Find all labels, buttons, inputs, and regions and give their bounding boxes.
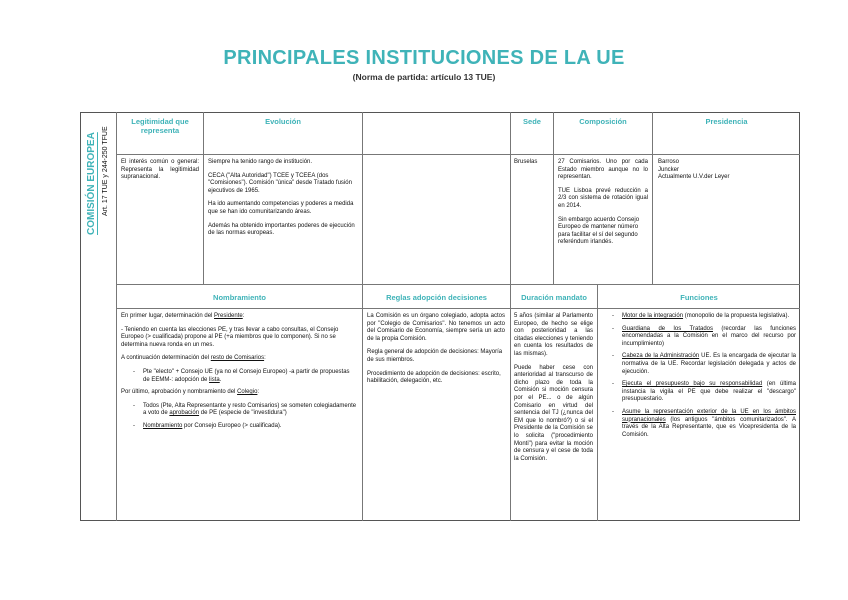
reglas-paragraph: Regla general de adopción de decisiones: Mayoría de sus miembros. xyxy=(367,349,503,363)
nombramiento-intro: En primer lugar, determinación del Presidente: xyxy=(121,313,245,319)
presidencia-text xyxy=(658,159,796,182)
funciones-text xyxy=(604,313,796,444)
page-subtitle: (Norma de partida: artículo 13 TUE) xyxy=(352,72,496,82)
grid-line xyxy=(597,284,598,521)
president-name: Actualmente U.V.der Leyer xyxy=(658,174,730,181)
list-item: - Motor de la integración (monopolio de la propuesta legislativa). xyxy=(622,313,796,321)
evolucion-paragraph: CECA ("Alta Autoridad") TCEE y TCEEA (dos "Comisiones"). Comisión "única" desde Tratado fusión ejecutivos de 1965. xyxy=(208,172,352,194)
header-evolucion: Evolución xyxy=(265,117,301,126)
evolucion-paragraph: Además ha obtenido importantes poderes de ejecución de las normas europeas. xyxy=(208,222,355,237)
nombramiento-list xyxy=(121,403,357,431)
evolucion-paragraph: Siempre ha tenido rango de institución. xyxy=(208,159,313,165)
sede-text: Bruselas xyxy=(514,159,538,165)
header-presidencia: Presidencia xyxy=(705,117,748,126)
composicion-text xyxy=(558,159,648,253)
reglas-text xyxy=(367,313,505,392)
list-item: - Guardiana de los Tratados (recordar las funciones encomendadas a la Comisión en el marco del recurso por incumplimiento) xyxy=(622,326,796,349)
president-name: Juncker xyxy=(658,166,680,173)
nombramiento-text xyxy=(121,313,357,436)
header-nombramiento: Nombramiento xyxy=(213,293,266,302)
grid-line xyxy=(116,154,800,155)
articles-label: Art. 17 TUE y 244-250 TFUE xyxy=(102,126,109,216)
list-item: - Ejecuta el presupuesto bajo su responsabilidad (en última instancia la vigila el PE que debe realizar el "descargo" presupuestario. xyxy=(622,381,796,404)
grid-line xyxy=(116,284,800,285)
duracion-paragraph: Puede haber cese con anterioridad al transcurso de dicho plazo de toda la Comisión si moción censura por el PE... o de algún Comisario en virtud del sentencia del TJ (¿nunca del EM que lo nombró?) o si el Presidente de la Comisión se lo solicita ("procedimiento Monti") para evitar la moción de censura y el cese de toda la Comisión. xyxy=(514,364,593,462)
composicion-paragraph: 27 Comisarios. Uno por cada Estado miembro aunque no lo representan. xyxy=(558,159,648,181)
funciones-list xyxy=(604,313,796,439)
president-name: Barroso xyxy=(658,159,680,165)
evolucion-paragraph: Ha ido aumentando competencias y poderes a medida que se han ido comunitarizando áreas. xyxy=(208,201,354,215)
header-sede: Sede xyxy=(523,117,541,126)
institution-label: COMISIÓN EUROPEA xyxy=(86,132,97,235)
reglas-paragraph: Procedimiento de adopción de decisiones: escrito, habilitación, delegación, etc. xyxy=(367,370,501,385)
evolucion-text xyxy=(208,159,358,244)
header-legitimidad: Legitimidad que representa xyxy=(131,117,189,135)
composicion-paragraph: Sin embargo acuerdo Consejo Europeo de mantener número para facilitar el sí del segundo referéndum irlandés. xyxy=(558,216,640,246)
list-item: - Asume la representación exterior de la UE en los ámbitos supranacionales (los antiguos "ámbitos comunitarizados". A través de la Alta Representante, que es Vicepresidenta de la Comisión. xyxy=(622,409,796,439)
nombramiento-paragraph: A continuación determinación del resto de Comisarios: xyxy=(121,355,266,362)
grid-line xyxy=(652,112,653,284)
nombramiento-paragraph: Por último, aprobación y nombramiento del Colegio: xyxy=(121,389,260,396)
grid-line xyxy=(553,112,554,284)
legitimidad-text: El interés común o general: Representa la legitimidad supranacional. xyxy=(121,159,199,181)
grid-line xyxy=(116,112,117,521)
reglas-paragraph: La Comisión es un órgano colegiado, adopta actos por "Colegio de Comisarios". No tenemos un acto del Comisario de Economía, siempre sería un acto de la propia Comisión. xyxy=(367,313,505,342)
composicion-paragraph: TUE Lisboa prevé reducción a 2/3 con sistema de rotación igual en 2014. xyxy=(558,187,648,209)
header-composicion: Composición xyxy=(579,117,627,126)
nombramiento-paragraph: - Teniendo en cuenta las elecciones PE, y tras llevar a cabo consultas, el Consejo Europeo (> cualificada) propone al PE (+a miembros que lo componen). Si no se determina nueva ronda en un mes. xyxy=(121,326,339,348)
header-duracion: Duración mandato xyxy=(521,293,587,302)
page-title: PRINCIPALES INSTITUCIONES DE LA UE xyxy=(223,47,625,69)
list-item: - Todos (Pte, Alta Representante y resto Comisarios) se someten colegiadamente a voto de aprobación de PE (especie de "investidura") xyxy=(143,403,357,418)
duracion-paragraph: 5 años (similar al Parlamento Europeo, de hecho se elige con posterioridad a las citadas elecciones y teniendo en cuenta los resultados de las mismas). xyxy=(514,313,593,357)
nombramiento-list xyxy=(121,369,357,384)
list-item: - Cabeza de la Administración UE. Es la encargada de ejecutar la normativa de la UE. Recordar legislación delegada y actos de ejecución. xyxy=(622,353,796,376)
duracion-text xyxy=(514,313,593,469)
list-item: - Pte "electo" + Consejo UE (ya no el Consejo Europeo) -a partir de propuestas de EEMM-: adopción de lista. xyxy=(143,369,357,384)
grid-line xyxy=(116,308,800,309)
grid-line xyxy=(510,112,511,521)
header-reglas: Reglas adopción decisiones xyxy=(386,293,487,302)
list-item: - Nombramiento por Consejo Europeo (> cualificada). xyxy=(143,423,357,431)
grid-line xyxy=(362,112,363,521)
header-funciones: Funciones xyxy=(680,293,718,302)
grid-line xyxy=(203,112,204,284)
